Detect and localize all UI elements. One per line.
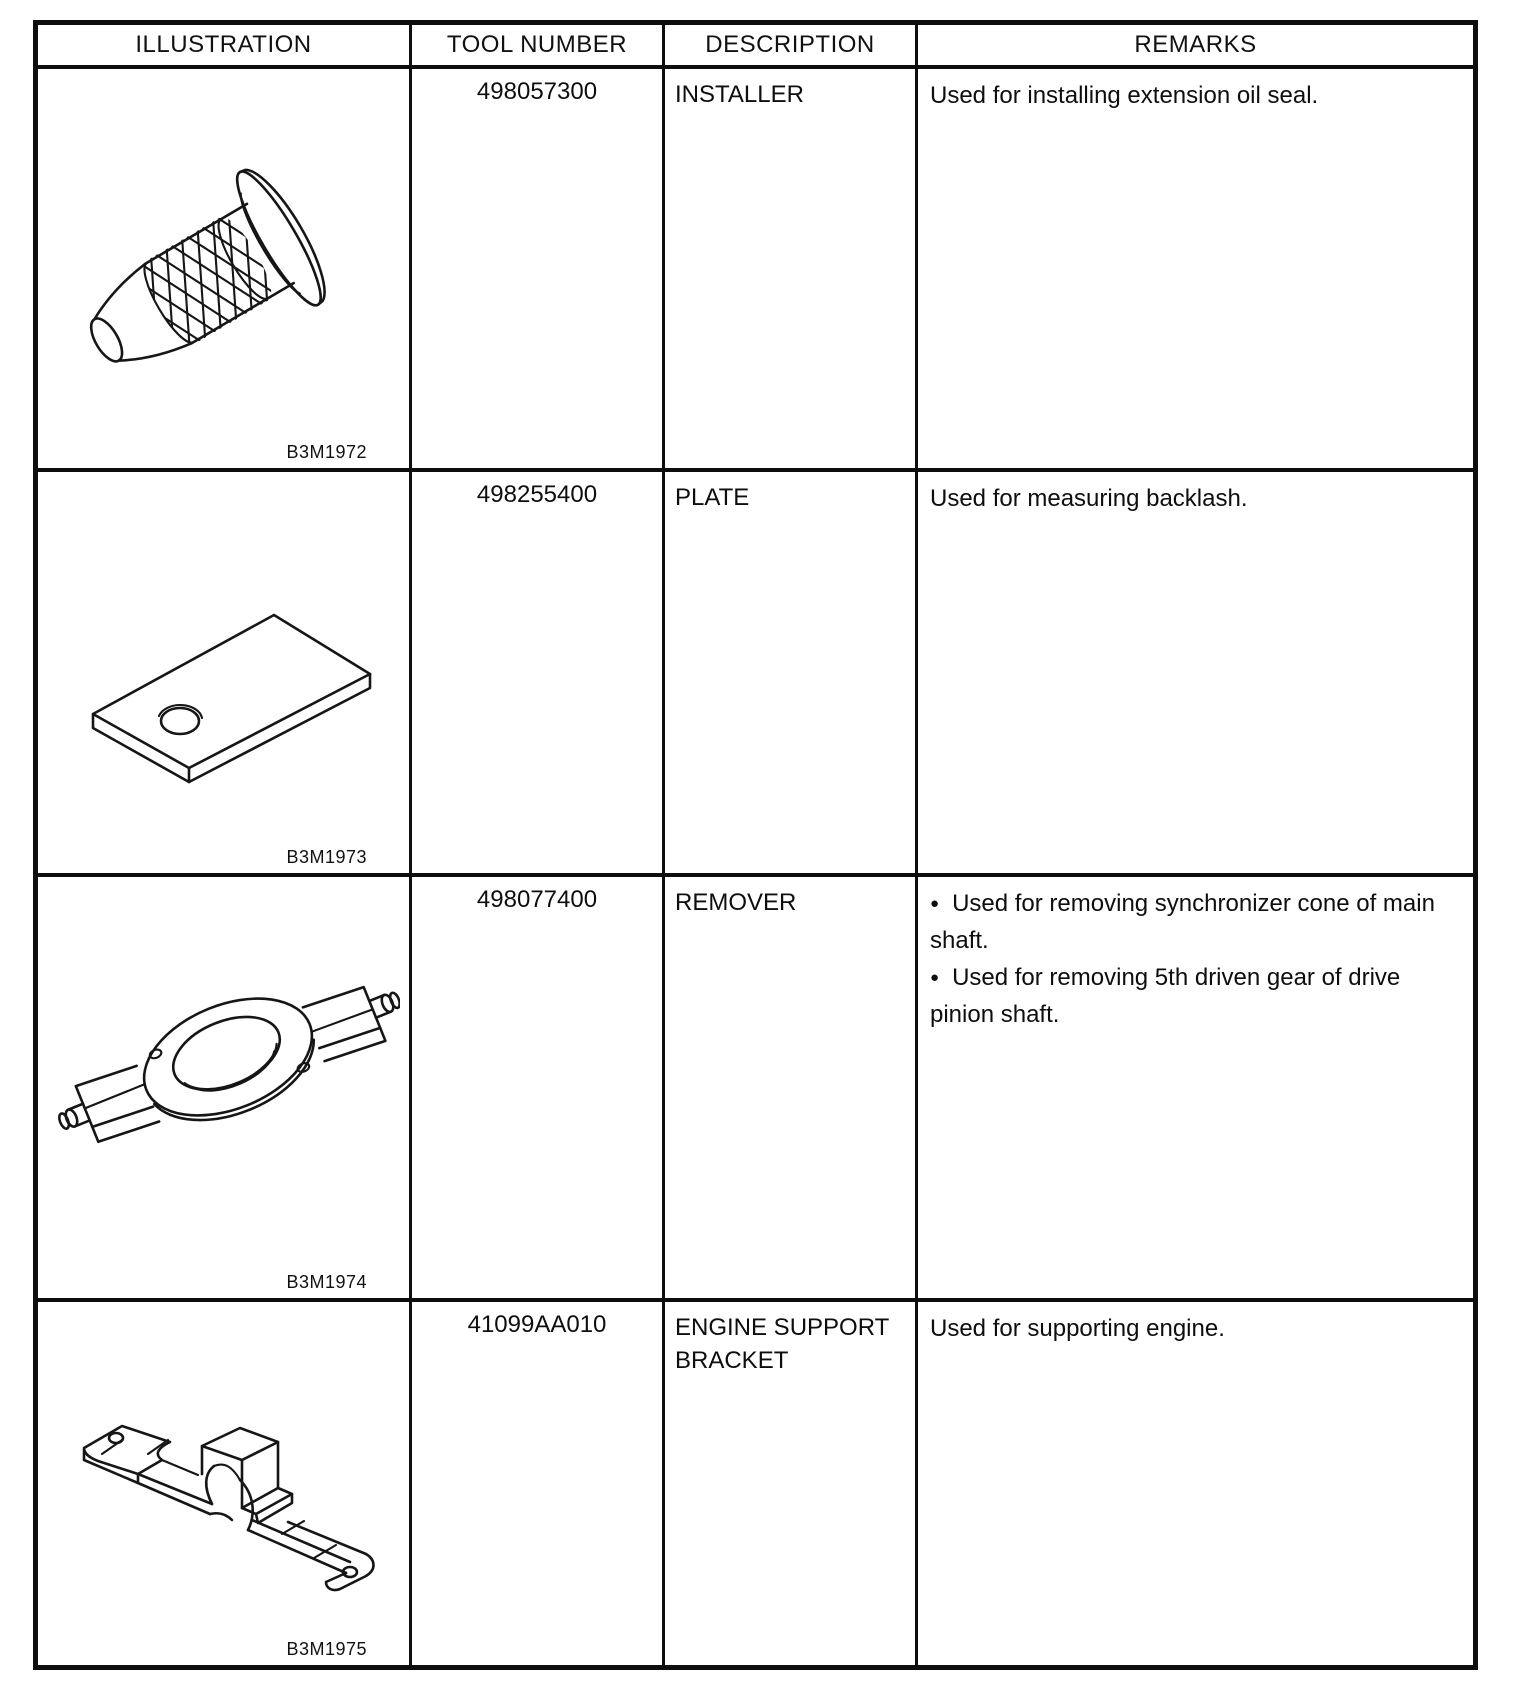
remark-text: Used for removing 5th driven gear of drive pinion shaft. (930, 964, 1401, 1028)
illustration-cell-bracket (38, 1298, 409, 1665)
figure-label: B3M1975 (286, 1639, 367, 1659)
column-header-description: DESCRIPTION (662, 25, 915, 65)
tool-number-cell: 498057300 (409, 65, 662, 468)
remarks-cell (915, 873, 1473, 1298)
remark-text: Used for removing synchronizer cone of main shaft. (930, 890, 1435, 954)
illustration-cell-installer (38, 65, 409, 468)
description-cell: REMOVER (662, 873, 915, 1298)
column-header-tool-number: TOOL NUMBER (409, 25, 662, 65)
oil-seal-installer-icon (58, 109, 390, 384)
description-cell: ENGINE SUPPORT BRACKET (662, 1298, 915, 1665)
illustration-cell-remover (38, 873, 409, 1298)
illustration-cell-plate (38, 468, 409, 873)
special-tools-table (33, 20, 1478, 1670)
tool-number-cell: 498255400 (409, 468, 662, 873)
remover-clamp-icon (56, 929, 400, 1194)
bullet-icon: ● (930, 895, 940, 912)
remark-text: Used for supporting engine. (930, 1315, 1225, 1342)
figure-label: B3M1974 (286, 1272, 367, 1292)
description-cell: PLATE (662, 468, 915, 873)
remarks-cell (915, 65, 1473, 468)
figure-label: B3M1973 (286, 847, 367, 867)
engine-support-bracket-icon (52, 1382, 386, 1617)
remark-text: Used for measuring backlash. (930, 485, 1248, 512)
remarks-cell (915, 468, 1473, 873)
description-cell: INSTALLER (662, 65, 915, 468)
figure-label: B3M1972 (286, 442, 367, 462)
bullet-icon: ● (930, 969, 940, 986)
remarks-cell (915, 1298, 1473, 1665)
remark-text: Used for installing extension oil seal. (930, 82, 1319, 109)
backlash-plate-icon (63, 560, 383, 795)
tool-number-cell: 498077400 (409, 873, 662, 1298)
tool-number-cell: 41099AA010 (409, 1298, 662, 1665)
column-header-remarks: REMARKS (915, 25, 1473, 65)
column-header-illustration: ILLUSTRATION (38, 25, 409, 65)
